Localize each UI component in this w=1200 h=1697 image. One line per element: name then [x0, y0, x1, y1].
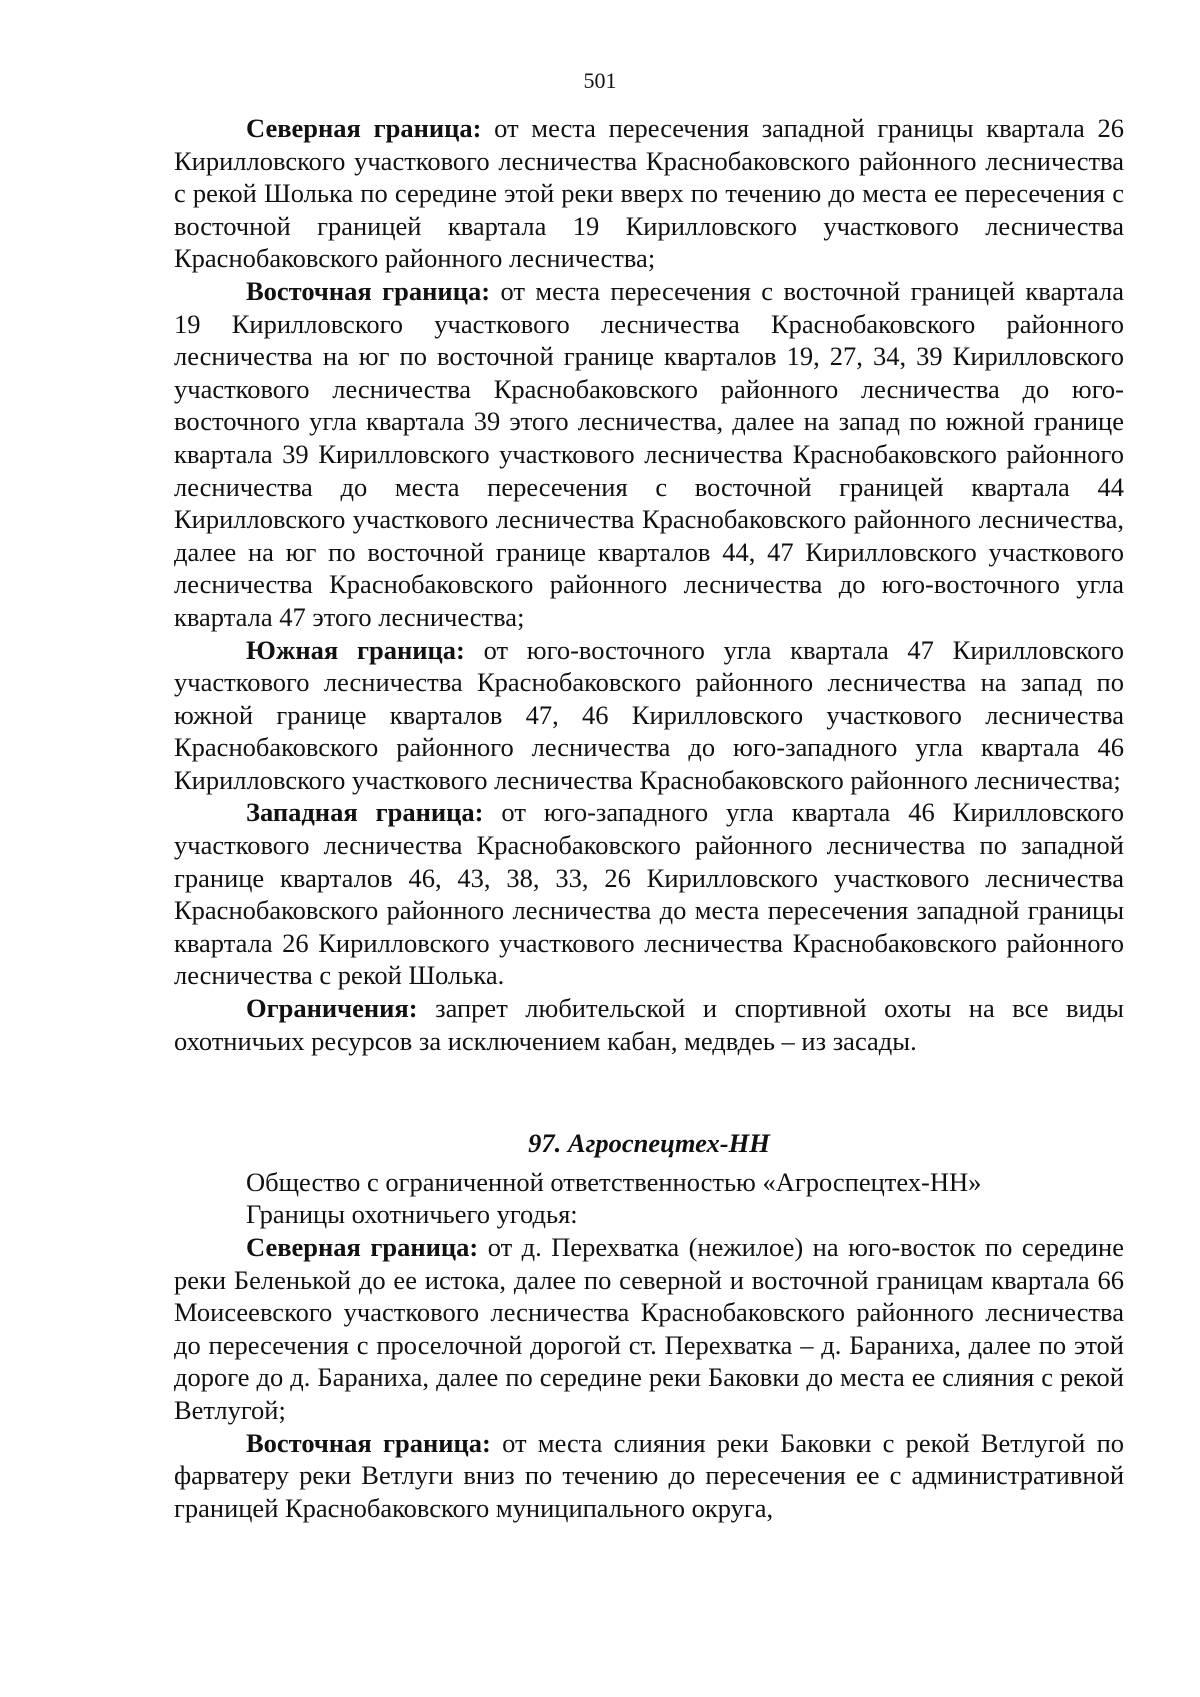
south-boundary-paragraph — [174, 634, 1124, 797]
restrictions-text: запрет любительской и спортивной охоты на все виды охотничьих ресурсов за исключением кабан, медвдеь – из засады. — [174, 993, 1124, 1056]
section-title: 97. Агроспецтех-НН — [528, 1128, 770, 1159]
west-boundary-text: от юго-западного угла квартала 46 Кирилловского участкового лесничества Краснобаковского районного лесничества по западной границе кварталов 46, 43, 38, 33, 26 Кирилловского участкового лесничества Краснобаковского районного лесничества до места пересечения западной границы квартала 26 Кирилловского участкового лесничества Краснобаковского районного лесничества с рекой Шолька. — [174, 797, 1124, 991]
north-boundary-paragraph — [174, 112, 1124, 275]
restrictions-paragraph — [174, 992, 1124, 1057]
section97-east-boundary-paragraph — [174, 1427, 1124, 1525]
organization-name: Общество с ограниченной ответственностью «Агроспецтех-НН» — [246, 1166, 982, 1197]
section97-north-boundary-label: Северная граница: — [246, 1232, 479, 1262]
east-boundary-label: Восточная граница: — [246, 275, 491, 306]
north-boundary-label: Северная граница: — [246, 113, 482, 143]
page-number: 501 — [583, 68, 617, 93]
section97-east-boundary-text: от места слияния реки Баковки с рекой Ветлугой по фарватеру реки Ветлуги вниз по течению до пересечения ее с административной границей Краснобаковского муниципального округа, — [174, 1427, 1124, 1523]
south-boundary-label: Южная граница: — [246, 634, 465, 665]
section97-north-boundary-paragraph — [174, 1231, 1124, 1427]
south-boundary-text: от юго-восточного угла квартала 47 Кирилловского участкового лесничества Краснобаковского районного лесничества на запад по южной границе кварталов 47, 46 Кирилловского участкового лесничества Краснобаковского районного лесничества до юго-западного угла квартала 46 Кирилловского участкового лесничества Краснобаковского районного лесничества; — [174, 634, 1124, 795]
document-body — [174, 112, 1124, 1524]
east-boundary-paragraph — [174, 275, 1124, 634]
hunting-grounds-bounds-label: Границы охотничьего угодья: — [246, 1199, 578, 1230]
section97-east-boundary-label: Восточная граница: — [246, 1427, 491, 1458]
west-boundary-label: Западная граница: — [246, 797, 484, 828]
restrictions-label: Ограничения: — [246, 993, 418, 1024]
west-boundary-paragraph — [174, 796, 1124, 992]
north-boundary-text: от места пересечения западной границы квартала 26 Кирилловского участкового лесничества Краснобаковского районного лесничества с рекой Шолька по середине этой реки вверх по течению до места ее пересечения с восточной границей квартала 19 Кирилловского участкового лесничества Краснобаковского районного лесничества; — [174, 113, 1124, 274]
east-boundary-text: от места пересечения с восточной границей квартала 19 Кирилловского участкового лесничества Краснобаковского районного лесничества на юг по восточной границе кварталов 19, 27, 34, 39 Кирилловского участкового лесничества Краснобаковского районного лесничества до юго-восточного угла квартала 39 этого лесничества, далее на запад по южной границе квартала 39 Кирилловского участкового лесничества Краснобаковского районного лесничества до места пересечения с восточной границей квартала 44 Кирилловского участкового лесничества Краснобаковского районного лесничества, далее на юг по восточной границе кварталов 44, 47 Кирилловского участкового лесничества Краснобаковского районного лесничества до юго-восточного угла квартала 47 этого лесничества; — [174, 275, 1124, 632]
section97-north-boundary-text: от д. Перехватка (нежилое) на юго-восток по середине реки Беленькой до ее истока, далее по северной и восточной границам квартала 66 Моисеевского участкового лесничества Краснобаковского районного лесничества до пересечения с проселочной дорогой ст. Перехватка – д. Бараниха, далее по этой дороге до д. Бараниха, далее по середине реки Баковки до места ее слияния с рекой Ветлугой; — [174, 1232, 1124, 1425]
